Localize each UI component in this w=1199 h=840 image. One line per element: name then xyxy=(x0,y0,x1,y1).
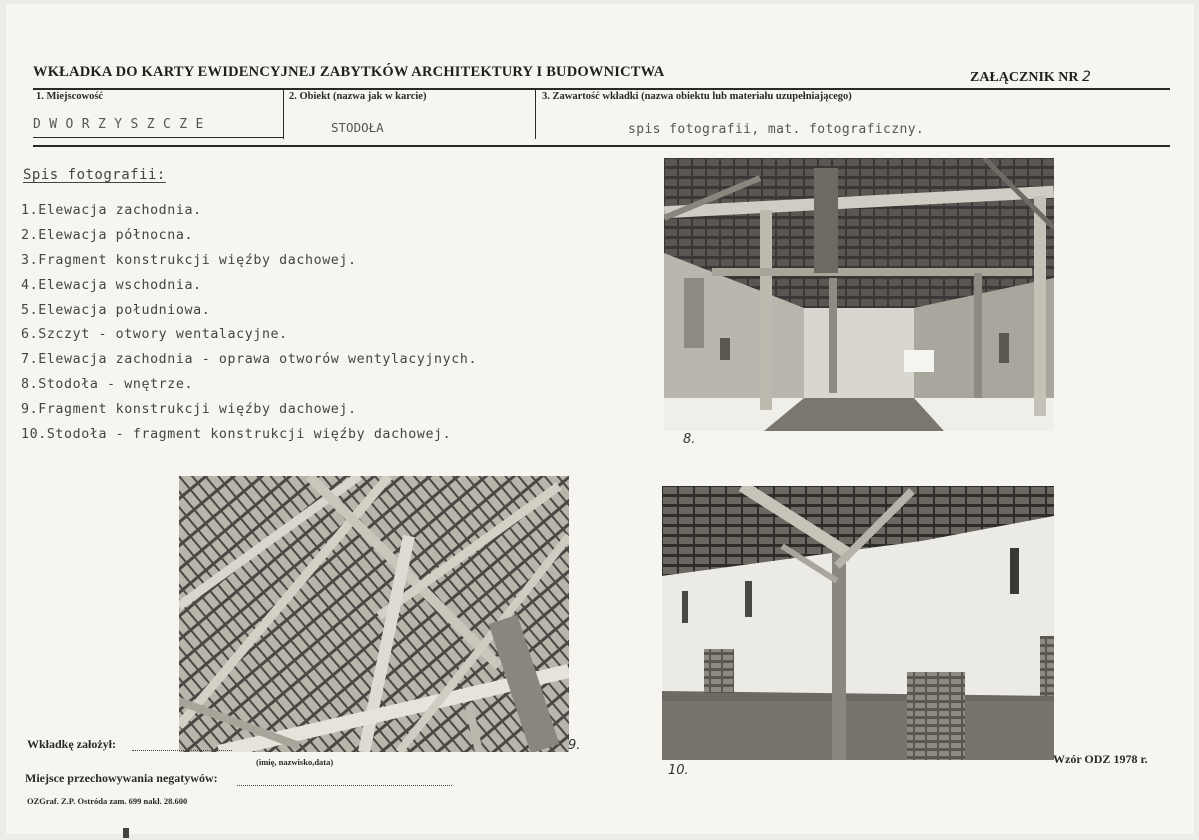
negative-storage-line xyxy=(237,784,452,786)
founded-by-line xyxy=(132,749,232,751)
printer-imprint: OZGraf. Z.P. Ostróda zam. 699 nakł. 28.600 xyxy=(27,796,188,806)
list-item: 9.Fragment konstrukcji więźby dachowej. xyxy=(21,402,357,418)
photo-caption-9: 9. xyxy=(568,738,581,753)
locality-underline xyxy=(33,137,283,138)
list-item: 4.Elewacja wschodnia. xyxy=(21,277,202,293)
founded-by-label: Wkładkę założył: xyxy=(27,737,116,751)
locality-value: D W O R Z Y S Z C Z E xyxy=(33,117,204,132)
list-item: 8.Stodoła - wnętrze. xyxy=(21,377,194,393)
list-item: 5.Elewacja południowa. xyxy=(21,302,211,318)
annex-label xyxy=(970,69,1091,86)
list-item: 7.Elewacja zachodnia - oprawa otworów wentylacyjnych. xyxy=(21,352,478,368)
contents-label: 3. Zawartość wkładki (nazwa obiektu lub materiału uzupełniającego) xyxy=(542,91,852,102)
list-item: 3.Fragment konstrukcji więźby dachowej. xyxy=(21,252,357,268)
list-item: 10.Stodoła - fragment konstrukcji więźby dachowej. xyxy=(21,427,452,443)
founded-by-hint: (imię, nazwisko,data) xyxy=(256,757,334,767)
annex-number: 2 xyxy=(1082,69,1091,85)
object-value: STODOŁA xyxy=(331,120,384,135)
photo-roof-truss xyxy=(179,476,569,752)
form-title: WKŁADKA DO KARTY EWIDENCYJNEJ ZABYTKÓW ARCHITEKTURY I BUDOWNICTWA xyxy=(33,64,665,80)
list-item: 2.Elewacja północna. xyxy=(21,227,194,243)
header-rule-bottom xyxy=(33,145,1170,147)
list-item: 6.Szczyt - otwory wentalacyjne. xyxy=(21,327,288,343)
field-divider-2 xyxy=(535,89,536,139)
locality-label: 1. Miejscowość xyxy=(36,91,104,102)
annex-label-text: ZAŁĄCZNIK NR xyxy=(970,70,1079,85)
object-label: 2. Obiekt (nazwa jak w karcie) xyxy=(289,91,427,102)
photo-list xyxy=(21,199,477,448)
photo-wall-fragment xyxy=(662,486,1054,760)
binder-mark xyxy=(123,828,129,838)
photo-caption-8: 8. xyxy=(683,432,696,447)
form-version: Wzór ODZ 1978 r. xyxy=(1053,752,1148,766)
negative-storage-label: Miejsce przechowywania negatywów: xyxy=(25,771,218,785)
contents-value: spis fotografii, mat. fotograficzny. xyxy=(628,122,925,137)
list-item: 1.Elewacja zachodnia. xyxy=(21,203,202,218)
header-rule-top xyxy=(33,88,1170,90)
photo-caption-10: 10. xyxy=(668,763,689,778)
photo-list-title: Spis fotografii: xyxy=(23,167,166,183)
field-divider-1 xyxy=(283,89,284,139)
photo-barn-interior xyxy=(664,158,1054,431)
